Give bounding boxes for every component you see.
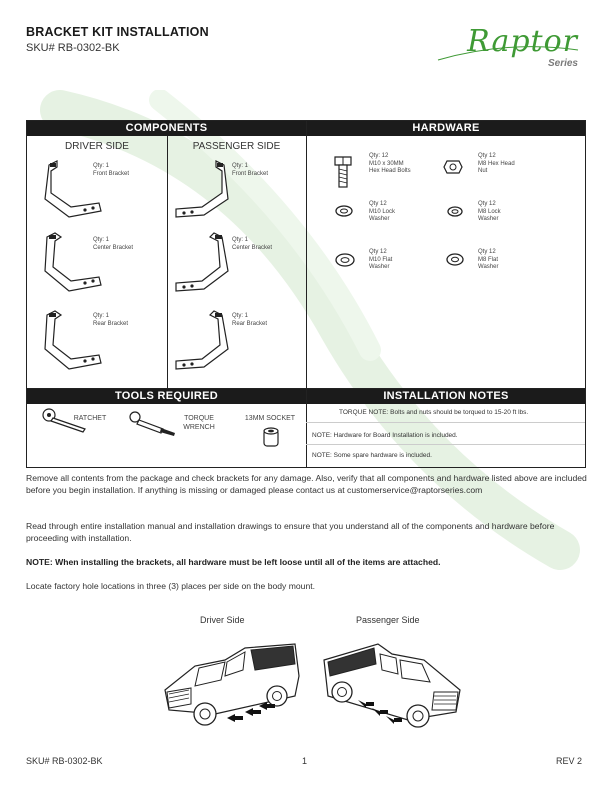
hex-bolt-icon xyxy=(333,155,353,189)
socket-icon xyxy=(261,427,281,449)
passenger-rear-bracket-label: Qty: 1 Rear Bracket xyxy=(232,313,268,327)
logo-wordmark: Raptor xyxy=(467,24,578,59)
passenger-side-label: Passenger Side xyxy=(356,615,420,625)
center-divider xyxy=(306,121,307,467)
m8-lock-washer-icon xyxy=(447,206,463,217)
passenger-center-bracket-label: Qty: 1 Center Bracket xyxy=(232,237,273,251)
ratchet-label: RATCHET xyxy=(73,415,107,422)
m8-flat-washer-icon xyxy=(446,253,464,266)
m10-lock-washer-label: Qty 12 M10 Lock Washer xyxy=(369,201,396,222)
driver-side-heading: DRIVER SIDE xyxy=(65,141,129,152)
instruction-paragraph-1: Remove all contents from the package and check brackets for any damage. Also, verify that all components and hardware listed above are included before you begin installation. If anything is missing or damaged please contact us at customerservice@raptorseries.com xyxy=(26,473,587,495)
m10-lock-washer-icon xyxy=(335,205,353,217)
m10-flat-washer-label: Qty 12 M10 Flat Washer xyxy=(369,249,393,270)
raptor-series-logo xyxy=(428,20,588,75)
sku-label: SKU# RB-0302-BK xyxy=(26,42,120,54)
spare-hardware-note: NOTE: Some spare hardware is included. xyxy=(312,452,432,459)
installation-notes-header: INSTALLATION NOTES xyxy=(307,389,585,404)
13mm-socket-label: 13MM SOCKET xyxy=(244,415,296,422)
revision-label: REV 2 xyxy=(556,756,583,766)
hardware-header: HARDWARE xyxy=(307,121,585,136)
instruction-paragraph-4: Locate factory hole locations in three (3) places per side on the body mount. xyxy=(26,581,316,591)
logo-subtitle: Series xyxy=(547,58,578,69)
passenger-front-bracket-label: Qty: 1 Front Bracket xyxy=(232,163,269,177)
instruction-paragraph-2: Read through entire installation manual and installation drawings to ensure that you understand all of the components and hardware before proceeding with installation. xyxy=(26,521,555,543)
driver-side-label: Driver Side xyxy=(200,615,245,625)
document-title: BRACKET KIT INSTALLATION xyxy=(26,25,209,39)
driver-center-bracket-label: Qty: 1 Center Bracket xyxy=(93,237,134,251)
passenger-side-truck-drawing xyxy=(318,630,468,740)
passenger-center-bracket-drawing xyxy=(172,231,232,295)
note-divider xyxy=(306,422,585,423)
m10-flat-washer-icon xyxy=(335,253,355,267)
passenger-rear-bracket-drawing xyxy=(172,309,232,373)
passenger-side-heading: PASSENGER SIDE xyxy=(192,141,281,152)
components-hardware-panel xyxy=(26,120,586,468)
driver-front-bracket-label: Qty: 1 Front Bracket xyxy=(93,163,130,177)
components-divider xyxy=(167,136,168,388)
note-divider xyxy=(306,444,585,445)
tools-required-header: TOOLS REQUIRED xyxy=(27,389,306,404)
driver-side-truck-drawing xyxy=(155,630,305,740)
components-header: COMPONENTS xyxy=(27,121,306,136)
hex-nut-label: Qty 12 M8 Hex Head Nut xyxy=(478,153,515,174)
hex-bolt-label: Qty: 12 M10 x 30MM Hex Head Bolts xyxy=(369,153,411,174)
passenger-front-bracket-drawing xyxy=(172,159,232,221)
torque-wrench-label: TORQUE WRENCH xyxy=(183,415,215,431)
m8-lock-washer-label: Qty 12 M8 Lock Washer xyxy=(478,201,501,222)
footer-sku: SKU# RB-0302-BK xyxy=(26,756,103,766)
loose-hardware-note: NOTE: When installing the brackets, all hardware must be left loose until all of the items are attached. xyxy=(26,557,441,567)
page-number: 1 xyxy=(302,756,308,766)
driver-rear-bracket-label: Qty: 1 Rear Bracket xyxy=(93,313,129,327)
m8-flat-washer-label: Qty 12 M8 Flat Washer xyxy=(478,249,499,270)
hex-nut-icon xyxy=(443,159,463,175)
hardware-note: NOTE: Hardware for Board Installation is included. xyxy=(312,432,458,439)
torque-note: TORQUE NOTE: Bolts and nuts should be torqued to 15-20 ft lbs. xyxy=(339,409,529,416)
